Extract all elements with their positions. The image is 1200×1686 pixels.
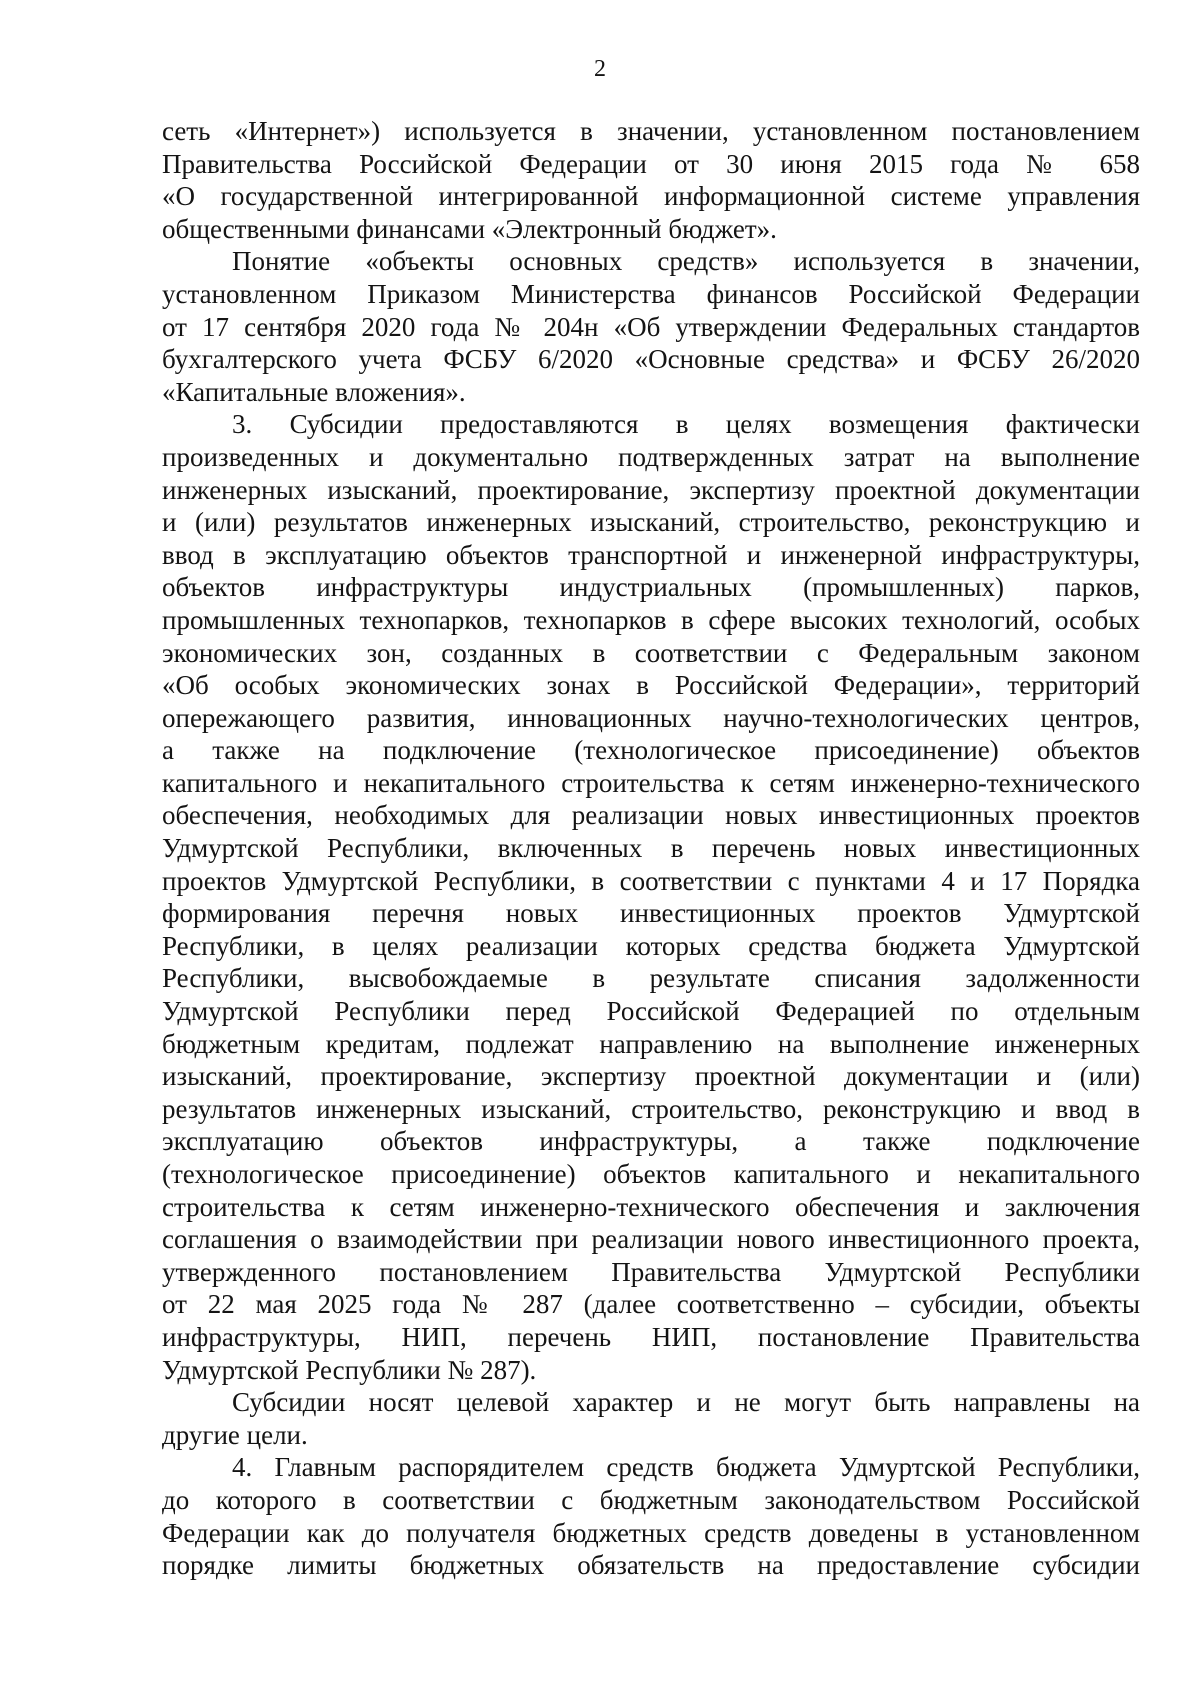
text-line: инженерных изысканий, проектирование, экспертизу проектной документации <box>162 474 1140 505</box>
document-body <box>162 115 1140 1582</box>
text-line: экономических зон, созданных в соответствии с Федеральным законом <box>162 637 1140 668</box>
text-line: бухгалтерского учета ФСБУ 6/2020 «Основные средства» и ФСБУ 26/2020 <box>162 344 1140 375</box>
text-line: и (или) результатов инженерных изысканий, строительство, реконструкцию и <box>162 507 1140 538</box>
text-line: капитального и некапитального строительства к сетям инженерно-технического <box>162 767 1140 798</box>
text-line: Удмуртской Республики перед Российской Федерацией по отдельным <box>162 996 1140 1027</box>
text-line: соглашения о взаимодействии при реализации нового инвестиционного проекта, <box>162 1224 1140 1255</box>
text-line: обеспечения, необходимых для реализации новых инвестиционных проектов <box>162 800 1140 831</box>
text-line: утвержденного постановлением Правительства Удмуртской Республики <box>162 1256 1140 1287</box>
text-line: сеть «Интернет») используется в значении, установленном постановлением <box>162 116 1140 146</box>
text-line: инфраструктуры, НИП, перечень НИП, постановление Правительства <box>162 1321 1140 1352</box>
text-line: установленном Приказом Министерства финансов Российской Федерации <box>162 278 1140 309</box>
text-line: промышленных технопарков, технопарков в сфере высоких технологий, особых <box>162 604 1140 635</box>
text-line: результатов инженерных изысканий, строительство, реконструкцию и ввод в <box>162 1093 1140 1124</box>
text-line: «Капитальные вложения». <box>162 376 466 407</box>
text-line: от 17 сентября 2020 года № 204н «Об утверждении Федеральных стандартов <box>162 311 1140 342</box>
text-line: от 22 мая 2025 года № 287 (далее соответственно – субсидии, объекты <box>162 1289 1140 1320</box>
text-line: до которого в соответствии с бюджетным законодательством Российской <box>162 1484 1140 1515</box>
text-line: Правительства Российской Федерации от 30 июня 2015 года № 658 <box>162 148 1140 179</box>
text-line: а также на подключение (технологическое присоединение) объектов <box>162 735 1140 766</box>
text-line: Республики, высвобождаемые в результате списания задолженности <box>162 963 1140 994</box>
text-line: опережающего развития, инновационных научно-технологических центров, <box>162 702 1140 733</box>
text-line: Субсидии носят целевой характер и не могут быть направлены на <box>232 1387 1140 1418</box>
text-line: общественными финансами «Электронный бюджет». <box>162 213 777 244</box>
text-line: 3. Субсидии предоставляются в целях возмещения фактически <box>232 409 1140 440</box>
text-line: порядке лимиты бюджетных обязательств на предоставление субсидии <box>162 1550 1140 1581</box>
text-line: изысканий, проектирование, экспертизу проектной документации и (или) <box>162 1061 1140 1092</box>
text-line: «Об особых экономических зонах в Российской Федерации», территорий <box>162 670 1140 701</box>
text-line: строительства к сетям инженерно-технического обеспечения и заключения <box>162 1191 1140 1222</box>
text-line: формирования перечня новых инвестиционных проектов Удмуртской <box>162 898 1140 929</box>
text-line: бюджетным кредитам, подлежат направлению на выполнение инженерных <box>162 1028 1140 1059</box>
page-number: 2 <box>594 56 606 82</box>
text-line: Федерации как до получателя бюджетных средств доведены в установленном <box>162 1517 1140 1548</box>
text-line: Республики, в целях реализации которых средства бюджета Удмуртской <box>162 930 1140 961</box>
text-line: 4. Главным распорядителем средств бюджета Удмуртской Республики, <box>232 1452 1140 1483</box>
text-line: Удмуртской Республики № 287). <box>162 1354 537 1385</box>
text-line: «О государственной интегрированной информационной системе управления <box>162 181 1140 212</box>
text-line: эксплуатацию объектов инфраструктуры, а также подключение <box>162 1126 1140 1157</box>
text-line: другие цели. <box>162 1419 308 1450</box>
text-line: Удмуртской Республики, включенных в перечень новых инвестиционных <box>162 833 1140 864</box>
text-line: произведенных и документально подтвержденных затрат на выполнение <box>162 441 1140 472</box>
text-line: объектов инфраструктуры индустриальных (промышленных) парков, <box>162 572 1140 603</box>
text-line: (технологическое присоединение) объектов капитального и некапитального <box>162 1159 1140 1189</box>
text-line: проектов Удмуртской Республики, в соответствии с пунктами 4 и 17 Порядка <box>162 865 1140 896</box>
text-line: ввод в эксплуатацию объектов транспортной и инженерной инфраструктуры, <box>162 539 1140 570</box>
text-line: Понятие «объекты основных средств» используется в значении, <box>232 246 1140 277</box>
